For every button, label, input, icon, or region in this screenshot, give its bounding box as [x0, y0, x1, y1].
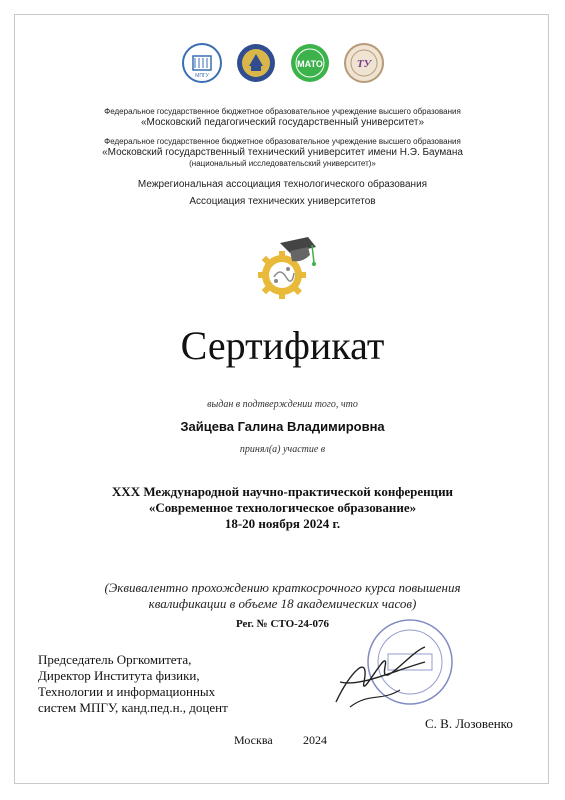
seal-signature-stamp [330, 612, 455, 722]
signer-name: С. В. Лозовенко [425, 716, 513, 731]
conference-dates: 18-20 ноября 2024 г. [224, 516, 341, 531]
org-mato: Межрегиональная ассоциация технологического образования [137, 179, 428, 190]
org-bmstu-name: «Московский государственный технический университет имени Н.Э. Баумана [102, 147, 463, 158]
certificate-title: Сертификат [180, 323, 385, 368]
signer-position-2: Директор Института физики, [38, 668, 200, 683]
svg-text:ТУ: ТУ [356, 58, 371, 70]
org-mpgu-name: «Московский педагогический государственный университет» [140, 117, 425, 128]
signer-block [38, 652, 288, 716]
recipient-name: Зайцева Галина Владимировна [180, 419, 385, 434]
mato-logo [289, 42, 331, 84]
participated-text: принял(а) участие в [239, 444, 326, 455]
logos-row [0, 42, 565, 84]
svg-text:МАТО: МАТО [296, 59, 323, 69]
org-atu: Ассоциация технических университетов [189, 196, 376, 207]
svg-text:МПГУ: МПГУ [194, 73, 209, 79]
org-mpgu-type: Федеральное государственное бюджетное образовательное учреждение высшего образования [104, 107, 461, 116]
signer-position-4: систем МПГУ, канд.пед.н., доцент [38, 700, 228, 715]
atu-logo [343, 42, 385, 84]
issued-text: выдан в подтверждении того, что [207, 399, 358, 410]
conference-title: XXX Международной научно-практической конференции [111, 484, 454, 499]
equivalent-line-2: квалификации в объеме 18 академических часов) [148, 596, 417, 611]
org-bmstu-status: (национальный исследовательский университет)» [189, 159, 376, 168]
signer-position-1: Председатель Оргкомитета, [38, 652, 192, 667]
mpgu-logo [181, 42, 223, 84]
org-bmstu [0, 137, 565, 169]
bmstu-logo [235, 42, 277, 84]
org-mpgu [0, 107, 565, 129]
conference-name: «Современное технологическое образование» [148, 500, 417, 515]
gear-graduation-cap-icon [250, 233, 320, 303]
signer-position-3: Технологии и информационных [38, 684, 216, 699]
registration-number: Рег. № СТО-24-076 [235, 618, 330, 630]
footer-year: 2024 [303, 733, 327, 747]
footer-city: Москва [234, 733, 273, 747]
equivalent-line-1: (Эквивалентно прохождению краткосрочного курса повышения [104, 580, 461, 595]
org-bmstu-type: Федеральное государственное бюджетное образовательное учреждение высшего образования [104, 137, 461, 146]
